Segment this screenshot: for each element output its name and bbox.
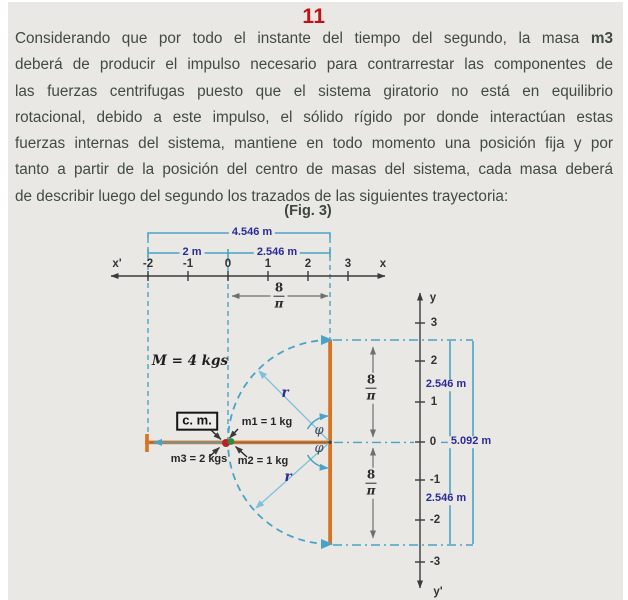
dim-upper-height-label: 2.546 m <box>423 379 469 391</box>
statement-line: las fuerzas centrifugas puesto que el sistema giratorio no está en equilibrio <box>15 82 613 100</box>
y-axis-pos-label: y <box>429 291 437 304</box>
statement-line <box>15 26 613 52</box>
fraction-denominator: π <box>366 388 376 403</box>
arc-length-fraction-lower <box>363 468 380 499</box>
x-axis <box>111 271 385 281</box>
dim-right-span-label: 2.546 m <box>254 247 300 259</box>
x-axis-tick-label: 2 <box>304 257 312 270</box>
figure-drawing <box>0 225 628 600</box>
dim-left-span-label: 2 m <box>180 247 205 259</box>
y-axis-tick-label: 0 <box>429 435 437 448</box>
radius-label-lower: r <box>284 468 292 485</box>
angle-phi-lower: φ <box>314 441 324 457</box>
fraction-denominator: π <box>274 296 284 311</box>
page-number: 11 <box>302 5 326 28</box>
m3-label: m3 = 2 kgs <box>170 453 228 466</box>
statement-line: tanto a partir de la posición del centro de masas del sistema, cada masa deberá <box>15 161 613 179</box>
problem-statement <box>15 26 613 210</box>
statement-line: fuerzas internas del sistema, mantiene en todo momento una posición fija y por <box>15 135 613 153</box>
figure <box>0 225 628 600</box>
y-axis-tick-label: -3 <box>429 555 441 568</box>
radius-arrows <box>256 371 330 508</box>
y-axis-tick-label: 2 <box>430 354 438 367</box>
mass-m3-mention: m3 <box>590 30 613 47</box>
fraction-numerator: 8 <box>366 467 376 482</box>
dim-full-height-label: 5.092 m <box>448 436 494 448</box>
y-axis-tick-label: 3 <box>430 316 438 329</box>
y-axis-neg-label: y' <box>433 585 443 598</box>
statement-line: de describir luego del segundo los trazados de las siguientes trayectoria: <box>15 187 509 205</box>
x-axis-tick-label: -2 <box>142 257 154 270</box>
total-mass-label: M = 4 kgs <box>151 352 229 369</box>
rotation-vertex-dot <box>328 441 332 445</box>
y-axis-tick-label: -2 <box>429 513 441 526</box>
statement-line: deberá de producir el impulso necesario para contrarrestar las componentes de <box>15 56 613 74</box>
x-axis-tick-label: 1 <box>264 257 272 270</box>
fraction-numerator: 8 <box>274 280 284 295</box>
y-axis-tick-label: -1 <box>429 473 441 486</box>
y-axis <box>415 293 425 588</box>
x-axis-neg-label: x' <box>112 257 122 270</box>
m2-label: m2 = 1 kg <box>237 455 289 468</box>
radius-label-upper: r <box>281 384 289 401</box>
statement-text: Considerando que por todo el instante del tiempo del segundo, la masa <box>15 30 591 47</box>
fraction-denominator: π <box>366 483 376 498</box>
statement-line: rotacional, debido a este impulso, el sólido rígido por donde interactúan estas <box>15 108 613 126</box>
m1-label: m1 = 1 kg <box>241 416 293 429</box>
y-axis-tick-label: 1 <box>430 395 438 408</box>
figure-caption: (Fig. 3) <box>284 203 332 219</box>
x-axis-pos-label: x <box>379 257 387 270</box>
x-axis-tick-label: -1 <box>182 257 194 270</box>
x-axis-tick-label: 3 <box>344 257 352 270</box>
fraction-numerator: 8 <box>366 372 376 387</box>
dim-total-width-label: 4.546 m <box>229 227 275 239</box>
dashed-guide-lines <box>148 238 330 441</box>
dim-lower-height-label: 2.546 m <box>423 493 469 505</box>
angle-phi-upper: φ <box>314 423 324 439</box>
arc-length-fraction-top <box>271 281 288 312</box>
arc-length-fraction-upper <box>363 373 380 404</box>
m1-m2-dot <box>228 438 235 445</box>
center-of-mass-box: c. m. <box>176 412 218 431</box>
x-axis-tick-label: 0 <box>224 257 232 270</box>
